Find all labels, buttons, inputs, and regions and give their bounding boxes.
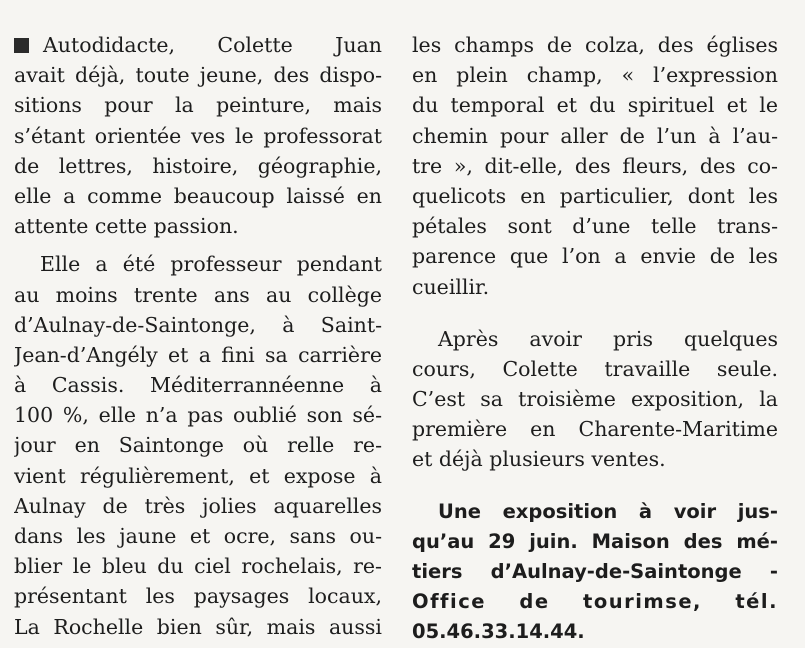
text-line: et déjà plusieurs ventes. — [412, 447, 666, 472]
text-line: Autodidacte, Colette Juan — [14, 30, 382, 60]
text-line: première en Charente-Maritime — [412, 417, 778, 442]
text-line: présentant les paysages locaux, — [14, 584, 382, 609]
text-line: cueillir. — [412, 274, 490, 299]
text-line: vient régulièrement, et expose à — [14, 463, 382, 488]
text-line: quelicots en particulier, dont les — [412, 183, 778, 208]
paragraph-exhibition — [412, 324, 778, 475]
text-line: blier le bleu du ciel rochelais, re- — [14, 554, 382, 579]
text-line: d’Aulnay-de-Saintonge, à Saint- — [14, 312, 382, 337]
text-line: Office de tourimse, tél. — [412, 590, 778, 614]
text-line: tre », dit-elle, des fleurs, des co- — [412, 153, 778, 178]
text-line: cours, Colette travaille seule. — [412, 356, 778, 381]
text-line: C’est sa troisième exposition, la — [412, 387, 778, 412]
bullet-square-icon — [14, 38, 29, 53]
paragraph-intro — [14, 30, 382, 241]
paragraph-career — [14, 249, 382, 641]
text-line: 100 %, elle n’a pas oublié son sé- — [14, 403, 382, 428]
paragraph-subjects — [412, 30, 778, 302]
text-line: les champs de colza, des églises — [412, 33, 778, 57]
text-line: parence que l’on a envie de les — [412, 244, 778, 269]
text-line: qu’au 29 juin. Maison des mé- — [412, 529, 778, 553]
text-line: pétales sont d’une telle trans- — [412, 214, 778, 239]
text-line: attente cette passion. — [14, 214, 239, 239]
text-line: s’étant orientée ves le professorat — [14, 123, 382, 148]
text-line: chemin pour aller de l’un à l’au- — [412, 123, 778, 148]
text-line: Après avoir pris quelques — [438, 326, 778, 351]
text-line: à Cassis. Méditerrannéenne à — [14, 373, 382, 398]
text-line: La Rochelle bien sûr, mais aussi — [14, 614, 382, 639]
text-line: dans les jaune et ocre, sans ou- — [14, 524, 382, 548]
text-line: jour en Saintonge où relle re- — [14, 433, 382, 458]
text-line: au moins trente ans au collège — [14, 282, 382, 307]
text-line: elle a comme beaucoup laissé en — [14, 183, 382, 208]
paragraph-practical-info — [412, 497, 778, 648]
text-line: avait déjà, toute jeune, des dispo- — [14, 63, 382, 88]
text-line: Elle a été professeur pendant — [40, 252, 382, 277]
text-line: Une exposition à voir jus- — [438, 499, 778, 523]
text-line: sitions pour la peinture, mais — [14, 93, 382, 118]
text-line: 05.46.33.14.44. — [412, 620, 585, 644]
left-column — [14, 30, 382, 642]
right-column — [412, 30, 778, 648]
text-line: du temporal et du spirituel et le — [412, 93, 778, 118]
text-line: en plein champ, « l’expression — [412, 63, 778, 88]
text-line: Aulnay de très jolies aquarelles — [14, 493, 382, 518]
text-line: Jean-d’Angély et a fini sa carrière — [14, 342, 382, 367]
text-line: tiers d’Aulnay-de-Saintonge - — [412, 560, 778, 583]
text-line: de lettres, histoire, géographie, — [14, 153, 382, 178]
